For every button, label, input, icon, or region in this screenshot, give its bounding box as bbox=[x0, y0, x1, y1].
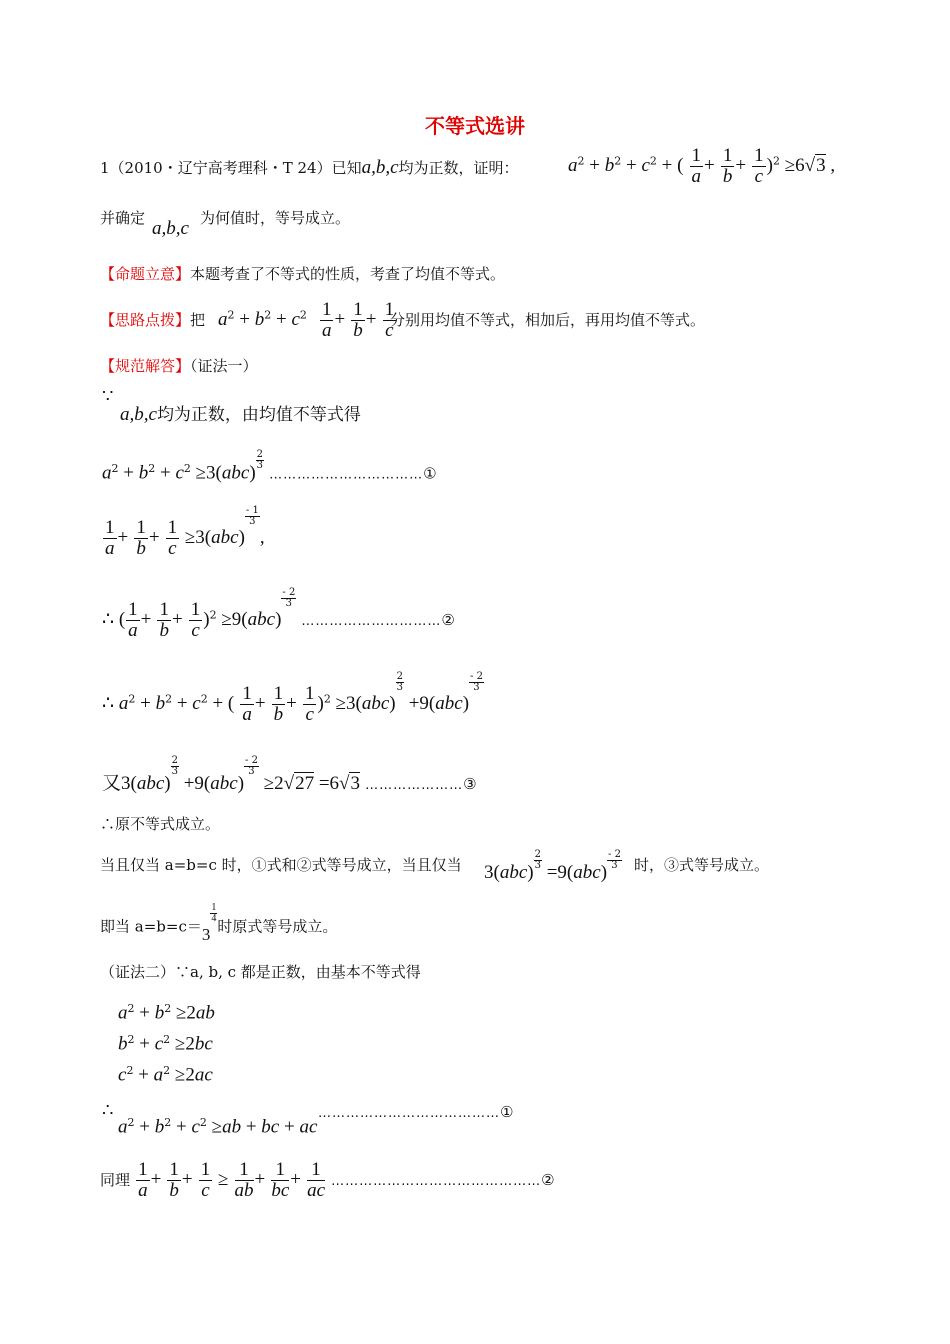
m2-sum-dots: …………………………………① bbox=[318, 1103, 514, 1121]
method1-label: （证法一） bbox=[190, 357, 258, 375]
step5: 又3(abc) $\frac{2}{3}$ +9(abc) $\frac{- 2}{3}$ ≥2√27 =6√3 …………………③ bbox=[102, 755, 477, 794]
solution-label: 【规范解答】 bbox=[100, 357, 191, 375]
m2-line-2: $b^2 + c^2 \ge 2bc$ bbox=[118, 1033, 213, 1055]
hint: 【思路点拨】把 bbox=[100, 311, 206, 329]
m2-recip: 同理 $\frac{1}{a}$ + $\frac{1}{b}$ + $\frac{1}{c}$ ≥ $\frac{1}{ab}$ + $\frac{1}{bc}$ + $\frac{1}{ac}$ ………………………………………② bbox=[100, 1159, 555, 1201]
m2-line-3: $c^2 + a^2 \ge 2ac$ bbox=[118, 1064, 213, 1086]
eq-cond-pre: 当且仅当 a=b=c 时，①式和②式等号成立，当且仅当 bbox=[100, 856, 462, 874]
intent bbox=[100, 264, 505, 284]
step4: ∴ $a^2 + b^2 + c^2$ + ( $\frac{1}{a}$ + $\frac{1}{b}$ + $\frac{1}{c}$ )$^2$ ≥3(abc) $\frac{2}{3}$ +9(abc) $\frac{- 2}{3}$ bbox=[102, 671, 483, 725]
problem-stem bbox=[100, 158, 519, 178]
problem-line2: 并确定 bbox=[100, 209, 146, 227]
because-symbol: ∵ bbox=[102, 386, 114, 407]
intent-label: 【命题立意】 bbox=[100, 265, 191, 283]
intent-text: 本题考查了不等式的性质，考查了均值不等式。 bbox=[190, 265, 506, 283]
m2-sum-expr: $a^2 + b^2 + c^2 \ge ab$ + bc + ac bbox=[118, 1116, 318, 1138]
m2-therefore: ∴ bbox=[102, 1100, 114, 1121]
problem-inequality: $a^2 + b^2 + c^2$ + ( $\frac{1}{a}$ + $\frac{1}{b}$ + $\frac{1}{c}$ )$^2$ ≥6√3 , bbox=[568, 145, 836, 187]
m2-line-1: $a^2 + b^2 \ge 2ab$ bbox=[118, 1002, 215, 1024]
step0: a,b,c均为正数，由均值不等式得 bbox=[120, 404, 361, 425]
page-title: 不等式选讲 bbox=[425, 114, 525, 138]
problem-stem-mid: 均为正数，证明： bbox=[398, 159, 519, 177]
hint-expr: $a^2 + b^2 + c^2$ $\frac{1}{a}$ + $\frac{1}{b}$ + $\frac{1}{c}$ bbox=[218, 299, 395, 341]
problem-line2-vars: a,b,c bbox=[152, 218, 189, 239]
hint-post: 分别用均值不等式，相加后，再用均值不等式。 bbox=[390, 311, 706, 329]
step2: $\frac{1}{a}$ + $\frac{1}{b}$ + $\frac{1}{c}$ ≥3(abc) $\frac{- 1}{3}$ , bbox=[105, 505, 265, 559]
problem-line2-post: 为何值时，等号成立。 bbox=[200, 209, 351, 227]
problem-number: 1（2010・辽宁高考理科・T 24）已知 bbox=[100, 159, 362, 177]
eq-cond-post: 时，③式等号成立。 bbox=[634, 856, 770, 874]
eq-final: 即当 a=b=c＝3 $^{\frac{1}{4}}$ 时原式等号成立。 bbox=[100, 902, 338, 944]
problem-vars: a,b,c bbox=[361, 157, 399, 178]
step3: ∴ ( $\frac{1}{a}$ + $\frac{1}{b}$ + $\frac{1}{c}$ )$^2$ ≥9(abc) $\frac{- 2}{3}$ …………………………② bbox=[102, 587, 455, 641]
solution-heading bbox=[100, 356, 258, 376]
hint-label: 【思路点拨】 bbox=[100, 311, 191, 329]
step1: $a^2 + b^2 + c^2 \ge 3(abc)$ $\frac{2}{3}$ ……………………………① bbox=[102, 449, 437, 484]
method2: （证法二）∵a, b, c 都是正数，由基本不等式得 bbox=[100, 963, 421, 981]
eq-cond-expr: 3(abc) $\frac{2}{3}$ =9(abc) $\frac{- 2}{3}$ bbox=[484, 849, 621, 883]
step6: ∴原不等式成立。 bbox=[100, 815, 221, 833]
